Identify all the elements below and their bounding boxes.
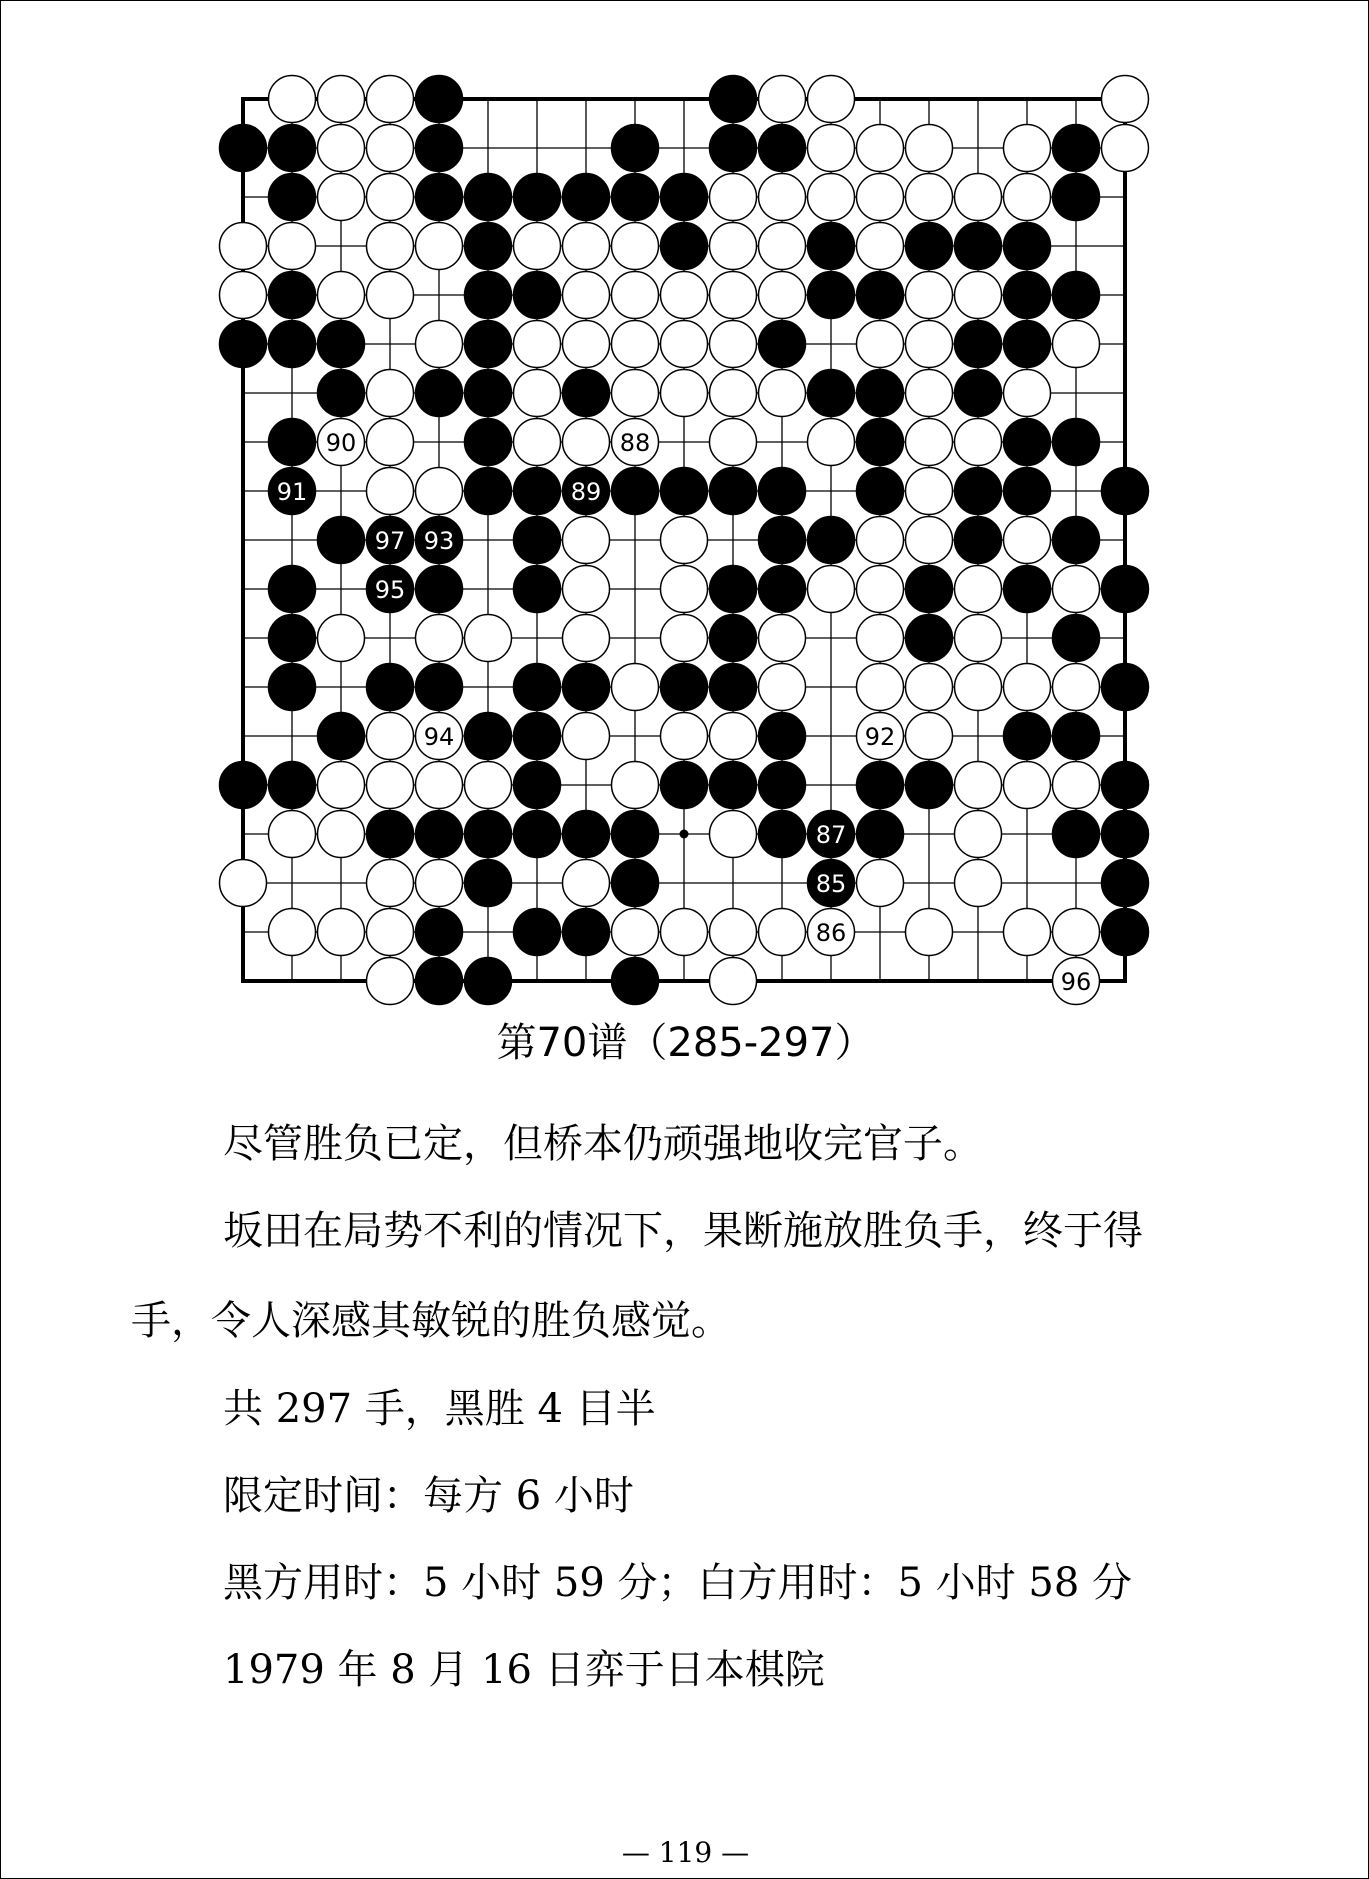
white-stone (857, 223, 904, 270)
white-stone (612, 272, 659, 319)
white-stone (906, 272, 953, 319)
white-stone (710, 272, 757, 319)
black-stone (220, 321, 267, 368)
white-stone (563, 272, 610, 319)
white-stone (367, 958, 414, 1005)
black-stone (1053, 713, 1100, 760)
white-stone (563, 860, 610, 907)
black-stone (514, 664, 561, 711)
white-stone (955, 566, 1002, 613)
move-number-label: 93 (423, 527, 455, 555)
white-stone (416, 615, 463, 662)
white-stone (318, 909, 365, 956)
black-stone (955, 321, 1002, 368)
white-stone (710, 958, 757, 1005)
white-stone (514, 321, 561, 368)
move-number-label: 96 (1060, 968, 1092, 996)
white-stone (416, 321, 463, 368)
white-stone (710, 370, 757, 417)
white-stone (955, 615, 1002, 662)
black-stone (857, 272, 904, 319)
black-stone (955, 468, 1002, 515)
white-stone (906, 664, 953, 711)
white-stone (1102, 76, 1149, 123)
white-stone (906, 125, 953, 172)
black-stone (906, 223, 953, 270)
white-stone (710, 713, 757, 760)
black-stone (514, 174, 561, 221)
white-stone (612, 909, 659, 956)
white-stone (857, 860, 904, 907)
white-stone (857, 615, 904, 662)
black-stone (857, 370, 904, 417)
white-stone (759, 272, 806, 319)
white-stone (269, 909, 316, 956)
black-stone (1004, 223, 1051, 270)
white-stone (318, 762, 365, 809)
white-stone (563, 615, 610, 662)
white-stone (367, 762, 414, 809)
black-stone (906, 566, 953, 613)
white-stone (367, 370, 414, 417)
white-stone (318, 174, 365, 221)
white-stone (1053, 664, 1100, 711)
black-stone (269, 664, 316, 711)
black-stone (465, 419, 512, 466)
white-stone (906, 468, 953, 515)
move-number-label: 86 (815, 919, 847, 947)
white-stone (1053, 566, 1100, 613)
black-stone (710, 762, 757, 809)
white-stone (269, 223, 316, 270)
white-stone (1004, 125, 1051, 172)
black-stone (1053, 272, 1100, 319)
white-stone (318, 272, 365, 319)
paragraph-1: 尽管胜负已定，但桥本仍顽强地收完官子。 (223, 1121, 983, 1167)
black-stone (759, 713, 806, 760)
white-stone (416, 468, 463, 515)
white-stone (955, 419, 1002, 466)
move-number-label: 89 (570, 478, 602, 506)
white-stone (318, 125, 365, 172)
black-stone (857, 811, 904, 858)
white-stone (1004, 517, 1051, 564)
date-line: 1979 年 8 月 16 日弈于日本棋院 (223, 1647, 825, 1693)
white-stone (661, 566, 708, 613)
black-stone (318, 321, 365, 368)
white-stone (367, 223, 414, 270)
black-stone (710, 468, 757, 515)
black-stone (906, 762, 953, 809)
black-stone (416, 370, 463, 417)
black-stone (612, 860, 659, 907)
black-stone (514, 468, 561, 515)
black-stone (1004, 419, 1051, 466)
white-stone (1004, 664, 1051, 711)
white-stone (612, 762, 659, 809)
black-stone (1053, 517, 1100, 564)
white-stone (367, 125, 414, 172)
black-stone (661, 468, 708, 515)
go-board-diagram (1, 1, 1369, 1011)
white-stone (367, 909, 414, 956)
black-stone (318, 713, 365, 760)
black-stone (1102, 468, 1149, 515)
white-stone (563, 566, 610, 613)
black-stone (1102, 909, 1149, 956)
move-number-label: 85 (815, 870, 847, 898)
black-stone (465, 860, 512, 907)
black-stone (465, 713, 512, 760)
white-stone (465, 615, 512, 662)
black-stone (612, 125, 659, 172)
black-stone (269, 762, 316, 809)
black-stone (514, 762, 561, 809)
black-stone (1053, 419, 1100, 466)
black-stone (710, 566, 757, 613)
white-stone (269, 811, 316, 858)
white-stone (857, 321, 904, 368)
black-stone (1004, 713, 1051, 760)
white-stone (808, 125, 855, 172)
white-stone (857, 664, 904, 711)
time-limit-line: 限定时间：每方 6 小时 (223, 1473, 634, 1519)
white-stone (1004, 370, 1051, 417)
white-stone (759, 909, 806, 956)
paragraph-2-continued: 手，令人深感其敏锐的胜负感觉。 (131, 1298, 731, 1344)
black-stone (857, 419, 904, 466)
white-stone (808, 174, 855, 221)
white-stone (955, 272, 1002, 319)
white-stone (563, 419, 610, 466)
white-stone (563, 517, 610, 564)
white-stone (759, 370, 806, 417)
black-stone (710, 76, 757, 123)
black-stone (269, 566, 316, 613)
white-stone (318, 811, 365, 858)
black-stone (955, 370, 1002, 417)
white-stone (808, 419, 855, 466)
white-stone (857, 174, 904, 221)
paragraph-2: 坂田在局势不利的情况下，果断施放胜负手，终于得 (223, 1208, 1143, 1254)
move-number-label: 97 (374, 527, 406, 555)
move-number-label: 94 (423, 723, 455, 751)
black-stone (465, 223, 512, 270)
black-stone (1102, 762, 1149, 809)
move-number-label: 95 (374, 576, 406, 604)
white-stone (612, 321, 659, 368)
black-stone (759, 125, 806, 172)
black-stone (1102, 811, 1149, 858)
white-stone (955, 762, 1002, 809)
move-number-label: 91 (276, 478, 308, 506)
black-stone (269, 272, 316, 319)
black-stone (661, 762, 708, 809)
star-point (680, 830, 689, 839)
time-used-line: 黑方用时：5 小时 59 分；白方用时：5 小时 58 分 (223, 1560, 1132, 1606)
black-stone (955, 223, 1002, 270)
white-stone (906, 713, 953, 760)
white-stone (906, 321, 953, 368)
white-stone (759, 223, 806, 270)
move-number-label: 90 (325, 429, 357, 457)
white-stone (612, 223, 659, 270)
black-stone (612, 811, 659, 858)
white-stone (563, 713, 610, 760)
black-stone (1004, 566, 1051, 613)
black-stone (759, 321, 806, 368)
black-stone (759, 566, 806, 613)
black-stone (808, 517, 855, 564)
move-number-label: 92 (864, 723, 896, 751)
white-stone (661, 321, 708, 368)
white-stone (857, 566, 904, 613)
black-stone (367, 811, 414, 858)
black-stone (955, 517, 1002, 564)
white-stone (465, 762, 512, 809)
white-stone (759, 615, 806, 662)
white-stone (612, 370, 659, 417)
white-stone (710, 811, 757, 858)
white-stone (710, 909, 757, 956)
white-stone (857, 517, 904, 564)
black-stone (1102, 566, 1149, 613)
white-stone (1102, 125, 1149, 172)
white-stone (808, 76, 855, 123)
black-stone (465, 468, 512, 515)
black-stone (465, 958, 512, 1005)
white-stone (661, 909, 708, 956)
black-stone (465, 370, 512, 417)
black-stone (514, 517, 561, 564)
black-stone (1102, 664, 1149, 711)
white-stone (955, 811, 1002, 858)
black-stone (857, 762, 904, 809)
black-stone (563, 370, 610, 417)
black-stone (710, 664, 757, 711)
black-stone (514, 713, 561, 760)
black-stone (612, 958, 659, 1005)
black-stone (857, 468, 904, 515)
black-stone (612, 468, 659, 515)
white-stone (906, 174, 953, 221)
white-stone (1004, 762, 1051, 809)
black-stone (269, 615, 316, 662)
white-stone (220, 860, 267, 907)
white-stone (612, 664, 659, 711)
white-stone (759, 76, 806, 123)
page-number: — 119 — (621, 1836, 750, 1869)
move-number-label: 87 (815, 821, 847, 849)
white-stone (710, 321, 757, 368)
white-stone (759, 174, 806, 221)
black-stone (1053, 125, 1100, 172)
black-stone (269, 174, 316, 221)
white-stone (367, 713, 414, 760)
black-stone (710, 125, 757, 172)
white-stone (514, 223, 561, 270)
white-stone (661, 517, 708, 564)
white-stone (318, 76, 365, 123)
white-stone (1004, 909, 1051, 956)
black-stone (563, 909, 610, 956)
white-stone (906, 909, 953, 956)
white-stone (367, 468, 414, 515)
black-stone (416, 811, 463, 858)
black-stone (563, 174, 610, 221)
white-stone (220, 272, 267, 319)
white-stone (1053, 762, 1100, 809)
black-stone (514, 566, 561, 613)
black-stone (318, 517, 365, 564)
white-stone (514, 370, 561, 417)
white-stone (367, 76, 414, 123)
black-stone (416, 566, 463, 613)
black-stone (514, 272, 561, 319)
white-stone (367, 860, 414, 907)
white-stone (906, 517, 953, 564)
black-stone (1004, 321, 1051, 368)
black-stone (759, 762, 806, 809)
white-stone (514, 419, 561, 466)
black-stone (906, 615, 953, 662)
move-number-label: 88 (619, 429, 651, 457)
white-stone (416, 762, 463, 809)
white-stone (367, 272, 414, 319)
black-stone (416, 958, 463, 1005)
black-stone (318, 370, 365, 417)
result-line: 共 297 手，黑胜 4 目半 (223, 1386, 656, 1432)
black-stone (1053, 811, 1100, 858)
black-stone (808, 370, 855, 417)
black-stone (1053, 615, 1100, 662)
black-stone (612, 174, 659, 221)
black-stone (514, 909, 561, 956)
black-stone (465, 811, 512, 858)
white-stone (955, 860, 1002, 907)
black-stone (661, 174, 708, 221)
white-stone (1004, 174, 1051, 221)
black-stone (759, 468, 806, 515)
white-stone (661, 272, 708, 319)
black-stone (220, 762, 267, 809)
white-stone (906, 419, 953, 466)
white-stone (367, 174, 414, 221)
black-stone (1102, 860, 1149, 907)
diagram-caption: 第70谱（285-297） (496, 1020, 875, 1066)
black-stone (269, 125, 316, 172)
black-stone (416, 174, 463, 221)
white-stone (1053, 909, 1100, 956)
black-stone (1053, 174, 1100, 221)
white-stone (661, 713, 708, 760)
black-stone (1004, 272, 1051, 319)
black-stone (416, 76, 463, 123)
white-stone (269, 76, 316, 123)
white-stone (710, 223, 757, 270)
white-stone (857, 125, 904, 172)
black-stone (367, 664, 414, 711)
black-stone (416, 125, 463, 172)
white-stone (906, 370, 953, 417)
white-stone (416, 223, 463, 270)
black-stone (808, 223, 855, 270)
white-stone (710, 174, 757, 221)
white-stone (808, 566, 855, 613)
black-stone (465, 321, 512, 368)
white-stone (661, 370, 708, 417)
white-stone (955, 174, 1002, 221)
black-stone (808, 272, 855, 319)
black-stone (563, 811, 610, 858)
black-stone (416, 664, 463, 711)
black-stone (1004, 468, 1051, 515)
black-stone (759, 517, 806, 564)
black-stone (710, 615, 757, 662)
black-stone (269, 321, 316, 368)
white-stone (416, 860, 463, 907)
white-stone (563, 223, 610, 270)
white-stone (710, 419, 757, 466)
black-stone (759, 811, 806, 858)
white-stone (955, 664, 1002, 711)
white-stone (318, 615, 365, 662)
white-stone (367, 419, 414, 466)
white-stone (661, 615, 708, 662)
white-stone (1053, 321, 1100, 368)
black-stone (465, 174, 512, 221)
black-stone (661, 223, 708, 270)
black-stone (514, 811, 561, 858)
black-stone (220, 125, 267, 172)
black-stone (416, 909, 463, 956)
black-stone (269, 419, 316, 466)
black-stone (661, 664, 708, 711)
white-stone (759, 664, 806, 711)
white-stone (563, 321, 610, 368)
white-stone (220, 223, 267, 270)
black-stone (563, 664, 610, 711)
black-stone (465, 272, 512, 319)
